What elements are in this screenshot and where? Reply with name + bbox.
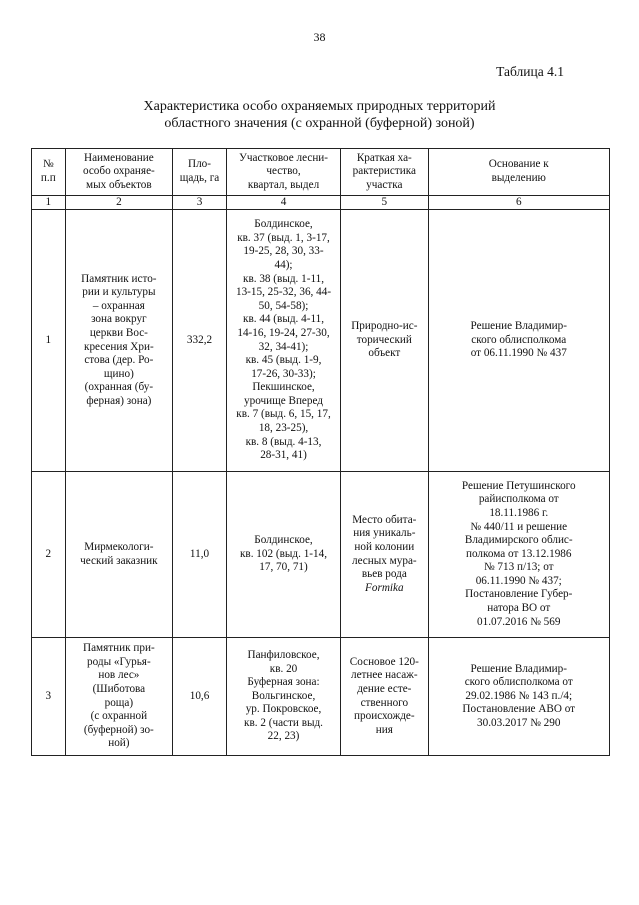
title-line: областного значения (с охранной (буферной) зоной) xyxy=(164,116,475,131)
text-line: 17-26, 30-33); xyxy=(251,367,316,380)
text-line: стова (дер. Ро- xyxy=(84,354,154,367)
text-line: Панфиловское, xyxy=(247,648,320,661)
text-line: мых объектов xyxy=(86,178,152,191)
column-number: 1 xyxy=(32,196,66,210)
header-characteristic xyxy=(341,149,428,196)
text-line: кв. 8 (выд. 4-13, xyxy=(245,435,322,448)
text-line: Памятник исто- xyxy=(81,272,157,285)
column-number: 5 xyxy=(341,196,428,210)
forestry-location xyxy=(226,638,340,756)
characteristic-lines xyxy=(344,514,424,582)
text-line: Решение Владимир- xyxy=(470,320,567,333)
text-line: выделению xyxy=(491,172,546,184)
text-line: № 713 п/13; от xyxy=(483,561,554,574)
header-area xyxy=(173,149,227,196)
text-line: Наименование xyxy=(84,151,154,164)
text-line: Пекшинское, xyxy=(252,381,315,394)
text-line: кв. 44 (выд. 4-11, xyxy=(243,313,325,326)
text-line: рактеристика xyxy=(352,165,416,178)
row-number: 1 xyxy=(32,210,66,472)
object-name xyxy=(65,638,173,756)
text-line: ния xyxy=(375,723,393,736)
text-line: 14-16, 19-24, 27-30, xyxy=(237,326,330,339)
text-line: 32, 34-41); xyxy=(258,340,309,353)
text-line: ния уникаль- xyxy=(353,527,416,540)
header-num xyxy=(32,149,66,196)
text-line: щино) xyxy=(103,367,134,380)
text-line: кв. 2 (части выд. xyxy=(244,716,323,729)
table-row xyxy=(32,210,610,472)
text-line: участка xyxy=(366,178,403,191)
text-line: ского облисполкома xyxy=(471,333,567,346)
text-line: 19-25, 28, 30, 33- xyxy=(243,245,324,258)
text-line: кв. 7 (выд. 6, 15, 17, xyxy=(236,408,331,421)
text-line: Болдинское, xyxy=(254,218,313,231)
text-line: 06.11.1990 № 437; xyxy=(475,574,562,587)
title-line: Характеристика особо охраняемых природных территорий xyxy=(143,99,496,114)
text-line: Постановление Губер- xyxy=(465,588,573,601)
text-line: райисполкома от xyxy=(478,493,559,506)
text-line: 44); xyxy=(274,258,293,271)
text-line: Постановление АВО от xyxy=(462,703,576,716)
document-title xyxy=(30,98,609,132)
text-line: Памятник при- xyxy=(83,642,155,655)
text-line: особо охраняе- xyxy=(82,165,155,178)
text-line: летнее насаж- xyxy=(351,669,418,682)
text-line: 01.07.2016 № 569 xyxy=(477,615,561,628)
text-line: вьев рода xyxy=(361,568,407,581)
text-line: ной колонии xyxy=(354,540,415,553)
area-value: 332,2 xyxy=(173,210,227,472)
text-line: полкома от 13.12.1986 xyxy=(465,547,572,560)
text-line: Краткая ха- xyxy=(356,151,412,164)
text-line: № xyxy=(42,158,54,171)
text-line: Природно-ис- xyxy=(351,320,418,333)
object-name xyxy=(65,472,173,638)
text-line: от 06.11.1990 № 437 xyxy=(470,347,567,360)
table-row xyxy=(32,472,610,638)
text-line: ского облисполкома от xyxy=(464,676,573,689)
text-line: 29.02.1986 № 143 п./4; xyxy=(465,689,573,702)
characteristic xyxy=(341,210,428,472)
page-number: 38 xyxy=(313,30,326,44)
text-line: 22, 23) xyxy=(267,730,300,743)
text-line: зона вокруг xyxy=(91,313,147,326)
text-line: (Шиботова xyxy=(92,682,146,695)
table-row xyxy=(32,638,610,756)
genus-name: Formika xyxy=(365,581,404,594)
text-line: 28-31, 41) xyxy=(260,449,307,462)
text-line: (охранная (бу- xyxy=(84,381,154,394)
text-line: Мирмекологи- xyxy=(84,540,154,553)
column-number: 6 xyxy=(428,196,610,210)
row-number: 3 xyxy=(32,638,66,756)
column-numbers-row xyxy=(32,196,610,210)
text-line: кресения Хри- xyxy=(84,340,154,353)
header-name xyxy=(65,149,173,196)
text-line: Основание к xyxy=(488,158,549,171)
text-line: урочище Вперед xyxy=(244,394,324,407)
text-line: торический xyxy=(356,333,412,346)
text-line: ственного xyxy=(360,696,409,709)
basis xyxy=(428,210,610,472)
text-line: квартал, выдел xyxy=(247,178,320,191)
basis xyxy=(428,472,610,638)
basis xyxy=(428,638,610,756)
header-basis xyxy=(428,149,610,196)
text-line: Владимирского облис- xyxy=(464,534,573,547)
text-line: Болдинское, xyxy=(254,534,313,547)
characteristic xyxy=(341,638,428,756)
column-number: 4 xyxy=(226,196,340,210)
text-line: ферная) зона) xyxy=(86,394,152,407)
forestry-location xyxy=(226,210,340,472)
row-number: 2 xyxy=(32,472,66,638)
text-line: натора ВО от xyxy=(487,602,551,615)
area-value: 10,6 xyxy=(173,638,227,756)
text-line: нов лес» xyxy=(98,669,140,682)
text-line: происхожде- xyxy=(354,710,415,723)
text-line: ческий заказник xyxy=(80,554,158,567)
text-line: рии и культуры xyxy=(82,286,156,299)
area-value: 11,0 xyxy=(173,472,227,638)
text-line: кв. 45 (выд. 1-9, xyxy=(245,354,322,367)
characteristic xyxy=(341,472,428,638)
text-line: кв. 102 (выд. 1-14, xyxy=(240,547,328,560)
text-line: Пло- xyxy=(188,158,211,171)
text-line: церкви Вос- xyxy=(89,326,148,339)
text-line: объект xyxy=(368,347,401,360)
header-row xyxy=(32,149,610,196)
text-line: кв. 38 (выд. 1-11, xyxy=(243,272,325,285)
text-line: лесных мура- xyxy=(351,554,417,567)
text-line: ной) xyxy=(108,737,130,750)
text-line: 50, 54-58); xyxy=(258,299,309,312)
text-line: Решение Петушинского xyxy=(461,479,576,492)
text-line: Место обита- xyxy=(352,513,417,526)
text-line: Вольгинское, xyxy=(251,689,316,702)
text-line: – охранная xyxy=(92,299,145,312)
text-line: чество, xyxy=(266,165,301,178)
text-line: 13-15, 25-32, 36, 44- xyxy=(235,286,332,299)
text-line: Участковое лесни- xyxy=(239,151,329,164)
object-name xyxy=(65,210,173,472)
text-line: кв. 37 (выд. 1, 3-17, xyxy=(237,231,330,244)
protected-areas-table xyxy=(31,148,610,756)
text-line: роды «Гурья- xyxy=(87,655,151,668)
column-number: 2 xyxy=(65,196,173,210)
text-line: Сосновое 120- xyxy=(349,655,419,668)
text-line: 18, 23-25), xyxy=(258,422,309,435)
text-line: 18.11.1986 г. xyxy=(489,506,549,519)
table-label: Таблица 4.1 xyxy=(496,64,564,79)
text-line: 17, 70, 71) xyxy=(259,561,308,574)
text-line: п.п xyxy=(40,172,56,184)
text-line: 30.03.2017 № 290 xyxy=(477,716,561,729)
forestry-location xyxy=(226,472,340,638)
text-line: (буферной) зо- xyxy=(83,723,154,736)
text-line: (с охранной xyxy=(90,710,148,723)
text-line: дение есте- xyxy=(357,682,412,695)
text-line: щадь, га xyxy=(179,172,220,184)
column-number: 3 xyxy=(173,196,227,210)
text-line: роща) xyxy=(104,696,134,709)
header-forestry xyxy=(226,149,340,196)
text-line: ур. Покровское, xyxy=(245,703,322,716)
text-line: Буферная зона: xyxy=(247,676,320,689)
text-line: Решение Владимир- xyxy=(470,662,567,675)
text-line: № 440/11 и решение xyxy=(470,520,568,533)
text-line: кв. 20 xyxy=(269,662,298,675)
